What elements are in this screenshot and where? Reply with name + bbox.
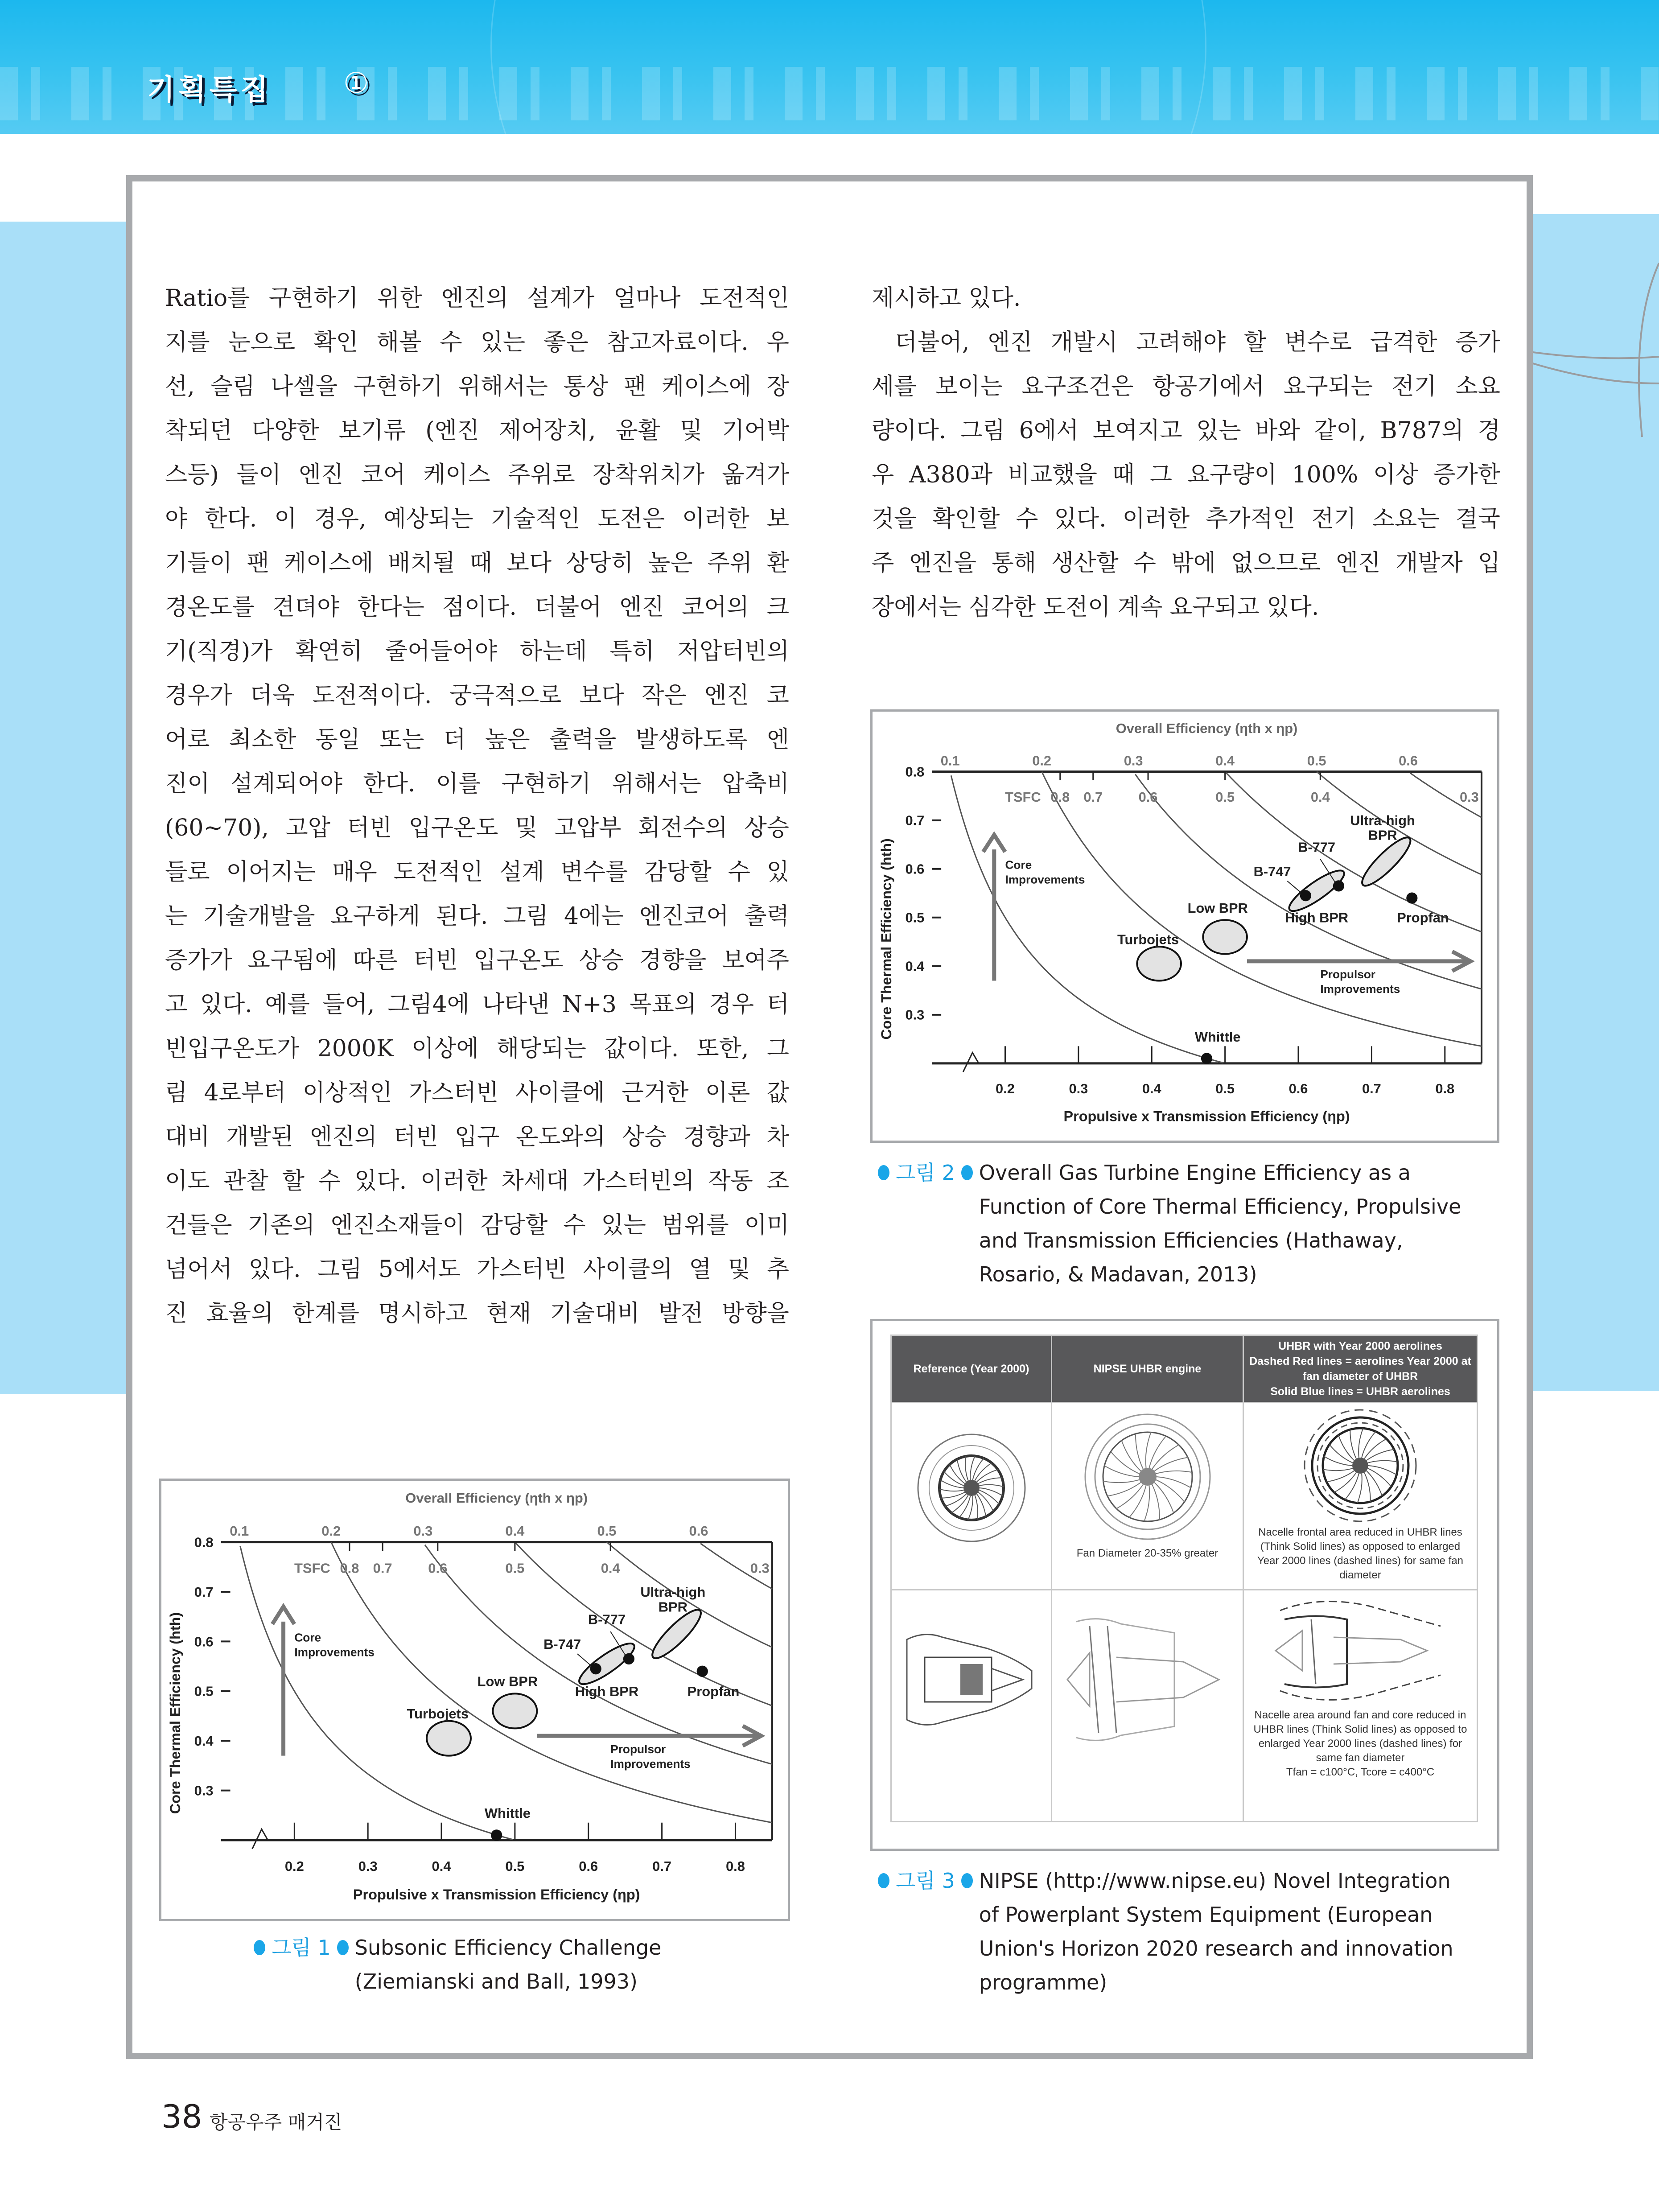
data-point <box>697 1666 708 1677</box>
point-label: Propfan <box>1397 910 1449 926</box>
curve-label: 0.3 <box>1124 753 1143 769</box>
chart-title: Overall Efficiency (ηth x ηp) <box>1116 721 1298 737</box>
fan-blade <box>1116 1484 1143 1508</box>
chart-title: Overall Efficiency (ηth x ηp) <box>405 1490 588 1506</box>
arrow-up-icon <box>983 835 1005 852</box>
paragraph-line: 림 4로부터 이상적인 가스터빈 사이클에 근거한 이론 값 <box>165 1079 789 1106</box>
reference-engine-side-image <box>898 1622 1045 1738</box>
point-label: B-777 <box>1298 839 1336 855</box>
paragraph-line: 진이 설계되어야 한다. 이를 구현하기 위해서는 압축비 <box>165 770 789 797</box>
table-header: NIPSE UHBR engine <box>1052 1335 1243 1403</box>
fan-blade <box>1149 1436 1166 1468</box>
header-line: fan diameter of UHBR <box>1302 1370 1418 1383</box>
region-label: Ultra-high <box>640 1584 706 1600</box>
tsfc-label: TSFC <box>294 1560 330 1576</box>
tsfc-tick-label: 0.7 <box>1083 789 1103 805</box>
table-header <box>1243 1335 1478 1403</box>
paragraph-line: 더불어, 엔진 개발시 고려해야 할 변수로 급격한 증가 <box>895 329 1500 356</box>
tsfc-tick-label: 0.4 <box>1310 789 1330 805</box>
nipse-engine-side-image <box>1058 1613 1237 1747</box>
annotation-label: Improvements <box>1320 982 1400 996</box>
fan-blade <box>978 1478 1002 1483</box>
figure-3-table <box>870 1319 1499 1851</box>
paragraph-line: 스등) 들이 엔진 코어 케이스 주위로 장착위치가 옮겨가 <box>165 461 789 488</box>
fan-blade <box>1129 1486 1146 1517</box>
caption-line: of Powerplant System Equipment (European <box>979 1903 1433 1927</box>
paragraph-line: 진 효율의 한계를 명시하고 현재 기술대비 발전 방향을 <box>165 1300 789 1327</box>
paragraph-line: 대비 개발된 엔진의 터빈 입구 온도와의 상승 경향과 차 <box>165 1124 789 1150</box>
efficiency-chart <box>161 1481 788 1919</box>
caption-line: Function of Core Thermal Efficiency, Propulsive <box>979 1195 1461 1219</box>
fan-blade <box>1368 1468 1391 1487</box>
y-tick-label: 0.7 <box>905 812 925 828</box>
caption-line: and Transmission Efficiencies (Hathaway, <box>979 1228 1403 1252</box>
table-cell <box>1243 1403 1478 1590</box>
tsfc-tick-label: 0.3 <box>750 1560 770 1576</box>
tsfc-tick-label: 0.7 <box>373 1560 392 1576</box>
paragraph-line: 어로 최소한 동일 또는 더 높은 출력을 발생하도록 엔 <box>165 726 789 753</box>
y-tick-label: 0.3 <box>194 1783 214 1799</box>
annotation-label: Propulsor <box>1320 968 1376 981</box>
curve-label: 0.4 <box>1215 753 1235 769</box>
paragraph-line: 우 A380과 비교했을 때 그 요구량이 100% 이상 증가한 <box>872 461 1500 488</box>
fan-blade <box>1364 1439 1387 1459</box>
table-cell <box>891 1590 1052 1822</box>
figure-1-caption <box>247 1931 661 1998</box>
paragraph-line: 선, 슬림 나셀을 구현하기 위해서는 통상 팬 케이스에 장 <box>165 373 789 400</box>
curve-label: 0.1 <box>230 1523 249 1539</box>
header-line: UHBR with Year 2000 aerolines <box>1278 1340 1442 1352</box>
caption-line: Rosario, & Madavan, 2013) <box>979 1262 1257 1286</box>
pointer-arrow <box>577 1654 591 1665</box>
fan-diameter-note: Fan Diameter 20-35% greater <box>1076 1547 1219 1559</box>
data-point <box>590 1663 601 1674</box>
nipse-engine-front-image <box>1058 1410 1237 1544</box>
fan-blade <box>1368 1461 1398 1463</box>
side-band-left <box>0 222 126 1394</box>
y-tick-label: 0.5 <box>194 1683 214 1699</box>
fan-blade <box>1111 1452 1139 1474</box>
fan-blade <box>972 1458 984 1480</box>
fan-blade <box>970 1456 975 1480</box>
annotation-label: Propulsor <box>610 1742 666 1756</box>
tsfc-tick-label: 0.3 <box>1459 789 1479 805</box>
tsfc-tick-label: 0.8 <box>340 1560 359 1576</box>
point-label: B-747 <box>543 1636 581 1652</box>
point-label: Whittle <box>484 1805 531 1821</box>
fan-blade <box>1156 1480 1184 1502</box>
paragraph-line: 빈입구온도가 2000K 이상에 해당되는 값이다. 또한, 그 <box>165 1035 789 1062</box>
tsfc-tick-label: 0.5 <box>505 1560 525 1576</box>
data-point <box>1201 1053 1212 1064</box>
efficiency-curve <box>1135 774 1482 989</box>
paragraph-line: 건들은 기존의 엔진소재들이 감당할 수 있는 범위를 이미 <box>165 1212 789 1239</box>
fan-blade <box>949 1464 964 1483</box>
figure-2-caption <box>872 1156 1461 1291</box>
fan-blade <box>1152 1445 1179 1469</box>
fan-blade <box>1144 1486 1149 1521</box>
caption-body <box>979 1864 1453 1999</box>
annotation-label: Core <box>294 1631 321 1644</box>
nipse-comparison-table <box>890 1335 1478 1822</box>
x-tick-label: 0.2 <box>996 1081 1015 1097</box>
body-text-right <box>872 276 1500 630</box>
figure-3-caption <box>872 1864 1453 1999</box>
fan-blade <box>979 1485 1004 1487</box>
data-point <box>491 1829 502 1841</box>
fan-blade <box>1323 1468 1353 1471</box>
point-label: Propfan <box>687 1683 740 1699</box>
figure-tag: 그림 3 <box>896 1869 955 1893</box>
x-tick-label: 0.3 <box>1069 1081 1088 1097</box>
fan-blade <box>1362 1431 1375 1458</box>
tsfc-tick-label: 0.6 <box>428 1560 448 1576</box>
region-ellipse <box>1203 920 1247 954</box>
y-tick-label: 0.8 <box>194 1534 214 1550</box>
x-axis-label: Propulsive x Transmission Efficiency (ηp) <box>1063 1108 1350 1125</box>
x-tick-label: 0.7 <box>1362 1081 1381 1097</box>
body-text-left <box>165 276 789 1336</box>
table-cell <box>891 1403 1052 1590</box>
bullet-icon <box>878 1165 889 1180</box>
region-label: Low BPR <box>477 1673 538 1689</box>
figure-tag: 그림 2 <box>896 1161 955 1185</box>
curve-label: 0.5 <box>1307 753 1326 769</box>
caption-line: Subsonic Efficiency Challenge <box>354 1936 662 1960</box>
fan-blade <box>1350 1429 1356 1458</box>
paragraph-line: 기들이 팬 케이스에 배치될 때 보다 상당히 높은 주위 환 <box>165 550 789 577</box>
reference-engine-front-image <box>898 1421 1045 1555</box>
page-number: 38 <box>161 2098 202 2135</box>
tsfc-tick-label: 0.6 <box>1138 789 1158 805</box>
x-tick-label: 0.4 <box>432 1858 451 1874</box>
annotation-label: Improvements <box>610 1757 691 1771</box>
fan-blade <box>1145 1432 1151 1468</box>
fan-blade <box>1345 1474 1358 1500</box>
x-tick-label: 0.4 <box>1142 1081 1161 1097</box>
curve-label: 0.6 <box>689 1523 708 1539</box>
figure-1-chart <box>159 1479 790 1921</box>
x-axis-label: Propulsive x Transmission Efficiency (ηp) <box>353 1886 640 1903</box>
side-band-right <box>1533 214 1659 1391</box>
x-tick-label: 0.2 <box>284 1858 304 1874</box>
x-tick-label: 0.5 <box>505 1858 525 1874</box>
figure-2-chart <box>870 709 1499 1143</box>
y-tick-label: 0.8 <box>905 764 925 780</box>
fan-blade <box>1367 1471 1382 1496</box>
bullet-icon <box>961 1165 973 1180</box>
fan-blade <box>1338 1435 1354 1461</box>
nacelle-area-note: Nacelle area around fan and core reduced in UHBR lines (Think Solid lines) as opposed to enlarged Year 2000 lines (dashed lines) for same fan diameter <box>1253 1709 1467 1764</box>
y-tick-label: 0.7 <box>194 1584 214 1600</box>
header-line: Solid Blue lines = UHBR aerolines <box>1270 1385 1450 1398</box>
table-header: Reference (Year 2000) <box>891 1335 1052 1403</box>
region-ellipse <box>1137 947 1181 980</box>
data-point <box>1300 890 1311 901</box>
paragraph-line: 증가가 요구됨에 따른 터빈 입구온도 상승 경향을 보여주 <box>165 947 789 974</box>
table-cell <box>1052 1590 1243 1822</box>
paragraph-line: 야 한다. 이 경우, 예상되는 기술적인 도전은 이러한 보 <box>165 506 789 532</box>
fan-blade <box>1103 1480 1139 1483</box>
bullet-icon <box>878 1873 889 1888</box>
paragraph-line: 들로 이어지는 매우 도전적인 설계 변수를 감당할 수 있 <box>165 859 789 886</box>
fan-blade <box>968 1496 972 1520</box>
uhbr-engine-side-image <box>1267 1595 1454 1706</box>
tsfc-label: TSFC <box>1005 789 1041 805</box>
annotation-label: Core <box>1005 858 1032 872</box>
caption-line: (Ziemianski and Ball, 1993) <box>354 1969 638 1994</box>
paragraph-line: 지를 눈으로 확인 해볼 수 있는 좋은 참고자료이다. 우 <box>165 329 789 356</box>
caption-body <box>979 1156 1461 1291</box>
paragraph-line: 기(직경)가 확연히 줄어들어야 하는데 특히 저압터빈의 <box>165 638 789 665</box>
efficiency-curve <box>331 1542 772 1823</box>
region-label: Low BPR <box>1187 900 1248 916</box>
caption-line: programme) <box>979 1970 1107 1994</box>
fan-blade <box>1152 1484 1160 1520</box>
paragraph-line: Ratio를 구현하기 위한 엔진의 설계가 얼마나 도전적인 <box>165 285 789 312</box>
curve-label: 0.5 <box>597 1523 617 1539</box>
efficiency-curve <box>1226 773 1482 932</box>
table-cell <box>1052 1403 1243 1590</box>
y-tick-label: 0.3 <box>905 1007 925 1023</box>
bullet-icon <box>961 1873 973 1888</box>
region-label: Turbojets <box>407 1706 469 1722</box>
paragraph-line: 착되던 다양한 보기류 (엔진 제어장치, 윤활 및 기어박 <box>165 417 789 444</box>
section-title: 기획특집 <box>147 74 272 107</box>
y-tick-label: 0.4 <box>194 1733 214 1749</box>
paragraph-line: 량이다. 그림 6에서 보여지고 있는 바와 같이, B787의 경 <box>872 417 1500 444</box>
region-label: BPR <box>658 1599 687 1615</box>
y-tick-label: 0.6 <box>905 861 925 877</box>
caption-line: Union's Horizon 2020 research and innovation <box>979 1936 1453 1961</box>
fan-blade <box>1364 1473 1371 1502</box>
efficiency-curve <box>951 775 1223 1063</box>
header-arc-decoration <box>490 0 1206 134</box>
x-tick-label: 0.3 <box>358 1858 378 1874</box>
region-ellipse <box>427 1721 471 1756</box>
paragraph-line: 제시하고 있다. <box>872 285 1021 312</box>
fan-blade <box>939 1489 964 1491</box>
paragraph-line: 것을 확인할 수 있다. 이러한 추가적인 전기 소요는 결국 <box>872 506 1500 532</box>
curve-label: 0.4 <box>505 1523 525 1539</box>
efficiency-curve <box>516 1543 772 1706</box>
paragraph-line: 경온도를 견뎌야 한다는 점이다. 더불어 엔진 코어의 크 <box>165 594 789 621</box>
bullet-icon <box>337 1940 349 1955</box>
annotation-label: Improvements <box>294 1645 375 1659</box>
curve-label: 0.2 <box>1032 753 1052 769</box>
curve-label: 0.6 <box>1399 753 1418 769</box>
caption-body <box>355 1931 662 1998</box>
region-label: Turbojets <box>1117 931 1179 947</box>
paragraph-line: 는 기술개발을 요구하게 된다. 그림 4에는 엔진코어 출력 <box>165 903 789 930</box>
fan-blade <box>1334 1473 1356 1493</box>
curve-label: 0.1 <box>940 753 960 769</box>
curve-label: 0.2 <box>321 1523 341 1539</box>
fan-blade <box>975 1463 992 1481</box>
x-tick-label: 0.8 <box>1435 1081 1455 1097</box>
fan-blade <box>1156 1471 1192 1474</box>
curve-label: 0.3 <box>413 1523 433 1539</box>
arrow-up-icon <box>272 1606 294 1624</box>
pointer-arrow <box>1287 881 1301 892</box>
fan-blade <box>1358 1474 1362 1503</box>
y-tick-label: 0.5 <box>905 910 925 926</box>
x-tick-label: 0.7 <box>652 1858 672 1874</box>
efficiency-curve <box>425 1545 772 1764</box>
paragraph-line: 장에서는 심각한 도전이 계속 요구되고 있다. <box>872 594 1319 621</box>
y-tick-label: 0.4 <box>905 958 925 974</box>
x-tick-label: 0.8 <box>725 1858 745 1874</box>
fan-blade <box>978 1492 993 1512</box>
paragraph-line: (60~70), 고압 터빈 입구온도 및 고압부 회전수의 상승 <box>165 815 789 841</box>
region-label: High BPR <box>1285 910 1349 926</box>
annotation-label: Improvements <box>1005 873 1085 886</box>
bullet-icon <box>254 1940 265 1955</box>
paragraph-line: 세를 보이는 요구조건은 항공기에서 요구되는 전기 소요 <box>872 373 1500 400</box>
fan-blade <box>951 1495 968 1513</box>
fan-blade <box>975 1495 977 1519</box>
table-cell <box>1243 1590 1478 1822</box>
paragraph-line: 경우가 더욱 도전적이다. 궁극적으로 보다 작은 엔진 코 <box>165 682 789 709</box>
caption-line: Overall Gas Turbine Engine Efficiency as a <box>979 1161 1411 1185</box>
paragraph-line: 고 있다. 예를 들어, 그림4에 나타낸 N+3 목표의 경우 터 <box>165 991 789 1018</box>
efficiency-curve <box>1042 772 1482 1046</box>
tsfc-tick-label: 0.5 <box>1215 789 1235 805</box>
point-label: Whittle <box>1194 1029 1241 1045</box>
paragraph-line: 주 엔진을 통해 생산할 수 밖에 없으므로 엔진 개발자 입 <box>872 550 1500 577</box>
header-banner <box>0 0 1659 134</box>
tsfc-tick-label: 0.4 <box>601 1560 620 1576</box>
x-tick-label: 0.6 <box>579 1858 598 1874</box>
region-ellipse <box>493 1693 537 1728</box>
x-tick-label: 0.5 <box>1215 1081 1235 1097</box>
paragraph-line: 넘어서 있다. 그림 5에서도 가스터빈 사이클의 열 및 추 <box>165 1256 789 1283</box>
caption-line: NIPSE (http://www.nipse.eu) Novel Integration <box>979 1869 1451 1893</box>
y-tick-label: 0.6 <box>194 1634 214 1650</box>
data-point <box>1406 893 1417 904</box>
frontal-area-note: Nacelle frontal area reduced in UHBR lines (Think Solid lines) as opposed to enlarged Year 2000 lines (dashed lines) for same fan diameter <box>1257 1526 1464 1581</box>
point-label: B-747 <box>1253 864 1291 880</box>
efficiency-curve <box>240 1546 513 1840</box>
fan-blade <box>959 1496 970 1518</box>
uhbr-engine-front-image <box>1267 1408 1454 1524</box>
header-line: Dashed Red lines = aerolines Year 2000 at <box>1249 1355 1471 1368</box>
efficiency-chart <box>873 712 1497 1141</box>
globe-decoration-icon <box>1533 214 1659 1391</box>
point-label: B-777 <box>588 1611 626 1627</box>
fan-blade <box>965 1456 968 1480</box>
fan-blade <box>1330 1445 1353 1463</box>
y-axis-label: Core Thermal Efficiency (hth) <box>878 838 895 1040</box>
magazine-name: 항공우주 매거진 <box>210 2111 342 2133</box>
y-axis-label: Core Thermal Efficiency (hth) <box>167 1612 184 1814</box>
fan-blade <box>941 1492 964 1498</box>
tsfc-tick-label: 0.8 <box>1050 789 1070 805</box>
region-label: BPR <box>1368 827 1397 843</box>
paragraph-line: 이도 관찰 할 수 있다. 이러한 차세대 가스터빈의 작동 조 <box>165 1168 789 1195</box>
figure-tag: 그림 1 <box>272 1936 331 1960</box>
fan-blade <box>1135 1434 1143 1469</box>
region-label: Ultra-high <box>1350 812 1415 828</box>
x-tick-label: 0.6 <box>1289 1081 1308 1097</box>
temperature-note: Tfan = c100°C, Tcore = c400°C <box>1286 1766 1435 1778</box>
region-label: High BPR <box>575 1683 639 1699</box>
section-number: ① <box>343 67 369 100</box>
fan-blade <box>1358 1428 1363 1458</box>
